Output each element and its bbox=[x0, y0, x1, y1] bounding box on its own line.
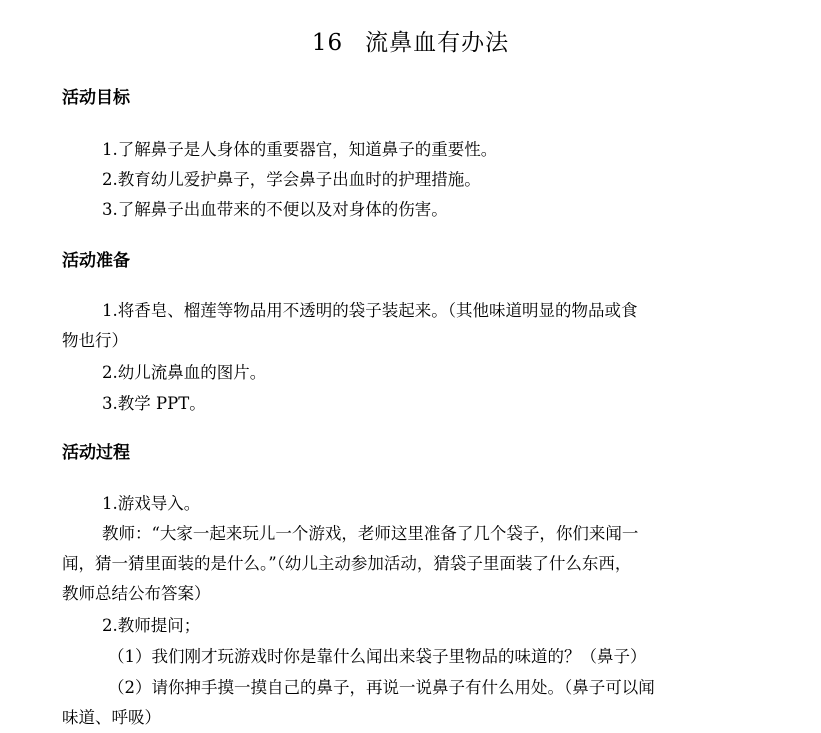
question-2-line-1: （2）请你抻手摸一摸自己的鼻子，再说一说鼻子有什么用处。（鼻子可以闻 bbox=[108, 678, 655, 697]
preparation-heading: 活动准备 bbox=[62, 251, 130, 271]
lesson-number: 16 bbox=[311, 30, 344, 56]
process-step-1: 1.游戏导入。 bbox=[102, 494, 201, 513]
goal-item-2: 2.教育幼儿爱护鼻子，学会鼻子出血时的护理措施。 bbox=[102, 170, 481, 189]
page-title bbox=[0, 26, 821, 60]
preparation-item-1-line-2: 物也行） bbox=[62, 331, 128, 350]
teacher-speech-line-2: 闻，猜一猜里面装的是什么。”（幼儿主动参加活动，猜袋子里面装了什么东西， bbox=[62, 554, 632, 573]
process-heading: 活动过程 bbox=[62, 443, 130, 463]
teacher-speech-line-3: 教师总结公布答案） bbox=[62, 584, 211, 603]
preparation-item-3: 3.教学 PPT。 bbox=[102, 394, 206, 413]
process-step-2: 2.教师提问； bbox=[102, 616, 201, 635]
teacher-speech-line-1: 教师：“大家一起来玩儿一个游戏，老师这里准备了几个袋子，你们来闻一 bbox=[102, 524, 639, 543]
preparation-item-2: 2.幼儿流鼻血的图片。 bbox=[102, 363, 267, 382]
question-2-line-2: 味道、呼吸） bbox=[62, 708, 161, 727]
goal-item-3: 3.了解鼻子出血带来的不便以及对身体的伤害。 bbox=[102, 200, 448, 219]
preparation-item-1-line-1: 1.将香皂、榴莲等物品用不透明的袋子装起来。（其他味道明显的物品或食 bbox=[102, 301, 638, 320]
goal-item-1: 1.了解鼻子是人身体的重要器官，知道鼻子的重要性。 bbox=[102, 140, 498, 159]
goals-heading: 活动目标 bbox=[62, 88, 130, 108]
question-1: （1）我们刚才玩游戏时你是靠什么闻出来袋子里物品的味道的？（鼻子） bbox=[108, 647, 647, 666]
lesson-title: 流鼻血有办法 bbox=[365, 30, 510, 56]
